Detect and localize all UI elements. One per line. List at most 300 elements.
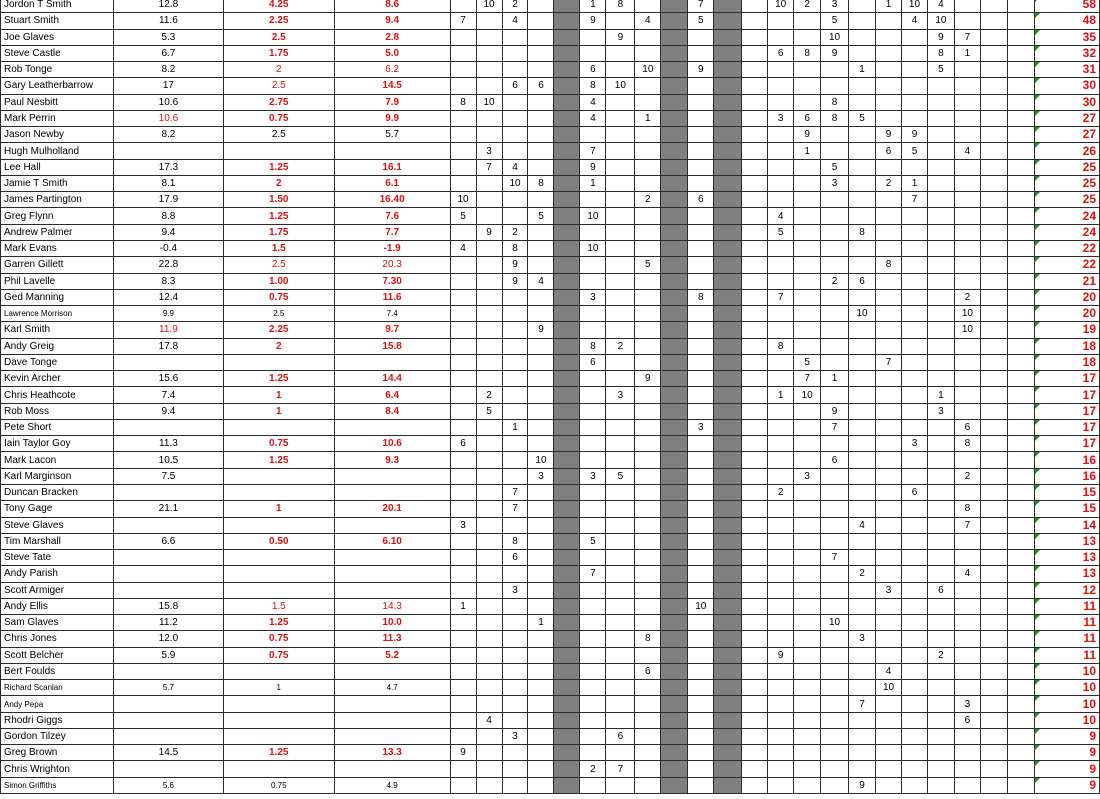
points-cell[interactable]: 7 [954, 29, 980, 45]
points-cell[interactable] [742, 728, 768, 744]
points-cell[interactable] [1007, 192, 1034, 208]
points-cell[interactable] [980, 127, 1007, 143]
points-cell[interactable] [580, 192, 606, 208]
points-cell[interactable] [688, 127, 714, 143]
blank-grey-cell[interactable] [661, 517, 688, 533]
points-cell[interactable] [876, 468, 902, 484]
points-cell[interactable] [980, 598, 1007, 614]
total-points-cell[interactable]: 31 [1034, 62, 1099, 78]
points-cell[interactable] [528, 598, 554, 614]
total-points-cell[interactable]: 11 [1034, 615, 1099, 631]
points-cell[interactable]: 8 [606, 0, 635, 13]
points-cell[interactable]: 1 [794, 143, 821, 159]
total-points-cell[interactable]: 30 [1034, 78, 1099, 94]
points-cell[interactable] [635, 647, 661, 663]
points-cell[interactable]: 6 [580, 354, 606, 370]
player-name-cell[interactable]: Karl Smith [1, 322, 114, 338]
handicap-cell[interactable]: 9.4 [113, 224, 223, 240]
points-cell[interactable] [821, 322, 849, 338]
points-cell[interactable] [980, 663, 1007, 679]
handicap-cell[interactable]: 17 [113, 78, 223, 94]
blank-grey-cell[interactable] [714, 419, 742, 435]
points-cell[interactable] [849, 501, 876, 517]
blank-grey-cell[interactable] [554, 127, 580, 143]
points-cell[interactable] [876, 501, 902, 517]
points-cell[interactable] [1007, 403, 1034, 419]
blank-grey-cell[interactable] [661, 192, 688, 208]
blank-grey-cell[interactable] [714, 143, 742, 159]
points-cell[interactable] [876, 29, 902, 45]
points-cell[interactable] [768, 582, 794, 598]
handicap-cell[interactable] [113, 517, 223, 533]
points-cell[interactable] [927, 78, 954, 94]
player-name-cell[interactable]: Duncan Bracken [1, 484, 114, 500]
points-cell[interactable] [635, 501, 661, 517]
points-cell[interactable] [450, 452, 476, 468]
points-cell[interactable] [901, 582, 927, 598]
points-cell[interactable]: 9 [502, 273, 528, 289]
blank-grey-cell[interactable] [714, 696, 742, 712]
points-cell[interactable] [794, 484, 821, 500]
handicap-cell[interactable]: 8.8 [113, 208, 223, 224]
cut-cell[interactable] [223, 484, 334, 500]
points-cell[interactable] [580, 598, 606, 614]
points-cell[interactable] [450, 306, 476, 322]
player-name-cell[interactable]: Bert Foulds [1, 663, 114, 679]
player-name-cell[interactable]: Chris Wrighton [1, 761, 114, 777]
cut-cell[interactable]: 1.25 [223, 371, 334, 387]
points-cell[interactable] [980, 110, 1007, 126]
points-cell[interactable] [450, 159, 476, 175]
points-cell[interactable] [927, 257, 954, 273]
points-cell[interactable] [688, 94, 714, 110]
points-cell[interactable]: 4 [927, 0, 954, 13]
points-cell[interactable]: 10 [849, 306, 876, 322]
points-cell[interactable] [901, 566, 927, 582]
points-cell[interactable] [768, 501, 794, 517]
points-cell[interactable] [954, 663, 980, 679]
points-cell[interactable]: 9 [821, 403, 849, 419]
points-cell[interactable] [954, 371, 980, 387]
blank-grey-cell[interactable] [554, 257, 580, 273]
handicap-cell[interactable]: 22.8 [113, 257, 223, 273]
points-cell[interactable]: 6 [688, 192, 714, 208]
blank-grey-cell[interactable] [714, 745, 742, 761]
points-cell[interactable] [901, 208, 927, 224]
points-cell[interactable] [450, 273, 476, 289]
points-cell[interactable] [821, 663, 849, 679]
points-cell[interactable] [821, 62, 849, 78]
points-cell[interactable]: 1 [580, 0, 606, 13]
new-handicap-cell[interactable]: 7.7 [334, 224, 450, 240]
points-cell[interactable] [768, 192, 794, 208]
points-cell[interactable] [502, 436, 528, 452]
blank-grey-cell[interactable] [661, 289, 688, 305]
total-points-cell[interactable]: 9 [1034, 728, 1099, 744]
points-cell[interactable]: 5 [821, 159, 849, 175]
points-cell[interactable] [635, 550, 661, 566]
points-cell[interactable] [502, 127, 528, 143]
handicap-cell[interactable]: 11.9 [113, 322, 223, 338]
points-cell[interactable] [502, 517, 528, 533]
points-cell[interactable]: 3 [794, 468, 821, 484]
points-cell[interactable]: 4 [502, 159, 528, 175]
points-cell[interactable]: 10 [768, 0, 794, 13]
points-cell[interactable] [768, 680, 794, 696]
points-cell[interactable]: 6 [635, 663, 661, 679]
points-cell[interactable] [606, 582, 635, 598]
blank-grey-cell[interactable] [661, 240, 688, 256]
points-cell[interactable] [688, 240, 714, 256]
blank-grey-cell[interactable] [714, 387, 742, 403]
points-cell[interactable] [580, 550, 606, 566]
points-cell[interactable]: 8 [502, 533, 528, 549]
points-cell[interactable] [502, 615, 528, 631]
points-cell[interactable] [927, 338, 954, 354]
points-cell[interactable] [635, 159, 661, 175]
points-cell[interactable] [1007, 631, 1034, 647]
points-cell[interactable] [954, 615, 980, 631]
total-points-cell[interactable]: 18 [1034, 338, 1099, 354]
points-cell[interactable] [876, 436, 902, 452]
points-cell[interactable] [635, 338, 661, 354]
points-cell[interactable] [502, 371, 528, 387]
points-cell[interactable]: 8 [794, 45, 821, 61]
points-cell[interactable] [476, 582, 502, 598]
points-cell[interactable] [688, 647, 714, 663]
points-cell[interactable] [849, 403, 876, 419]
points-cell[interactable] [606, 192, 635, 208]
points-cell[interactable]: 3 [821, 175, 849, 191]
points-cell[interactable] [876, 403, 902, 419]
new-handicap-cell[interactable] [334, 484, 450, 500]
cut-cell[interactable] [223, 582, 334, 598]
points-cell[interactable]: 7 [450, 13, 476, 29]
points-cell[interactable] [954, 761, 980, 777]
points-cell[interactable] [768, 533, 794, 549]
blank-grey-cell[interactable] [714, 582, 742, 598]
points-cell[interactable] [849, 0, 876, 13]
points-cell[interactable]: 10 [901, 0, 927, 13]
points-cell[interactable] [476, 501, 502, 517]
points-cell[interactable] [742, 777, 768, 793]
points-cell[interactable]: 8 [821, 94, 849, 110]
points-cell[interactable] [794, 273, 821, 289]
points-cell[interactable] [954, 240, 980, 256]
points-cell[interactable] [794, 582, 821, 598]
player-name-cell[interactable]: Jason Newby [1, 127, 114, 143]
blank-grey-cell[interactable] [661, 371, 688, 387]
points-cell[interactable] [821, 143, 849, 159]
total-points-cell[interactable]: 14 [1034, 517, 1099, 533]
new-handicap-cell[interactable]: 15.8 [334, 338, 450, 354]
points-cell[interactable] [688, 387, 714, 403]
points-cell[interactable] [528, 647, 554, 663]
total-points-cell[interactable]: 11 [1034, 631, 1099, 647]
blank-grey-cell[interactable] [554, 224, 580, 240]
points-cell[interactable] [768, 143, 794, 159]
points-cell[interactable] [528, 777, 554, 793]
total-points-cell[interactable]: 30 [1034, 94, 1099, 110]
player-name-cell[interactable]: Scott Belcher [1, 647, 114, 663]
points-cell[interactable] [635, 29, 661, 45]
points-cell[interactable] [980, 403, 1007, 419]
cut-cell[interactable] [223, 761, 334, 777]
points-cell[interactable] [876, 273, 902, 289]
points-cell[interactable] [876, 62, 902, 78]
points-cell[interactable]: 10 [794, 387, 821, 403]
points-cell[interactable] [742, 566, 768, 582]
points-cell[interactable] [980, 273, 1007, 289]
points-cell[interactable] [821, 647, 849, 663]
points-cell[interactable] [901, 159, 927, 175]
points-cell[interactable] [1007, 208, 1034, 224]
blank-grey-cell[interactable] [714, 452, 742, 468]
points-cell[interactable] [901, 306, 927, 322]
points-cell[interactable]: 7 [688, 0, 714, 13]
points-cell[interactable] [688, 615, 714, 631]
points-cell[interactable] [927, 175, 954, 191]
points-cell[interactable] [476, 517, 502, 533]
blank-grey-cell[interactable] [714, 566, 742, 582]
points-cell[interactable] [849, 550, 876, 566]
points-cell[interactable] [794, 696, 821, 712]
points-cell[interactable] [606, 224, 635, 240]
total-points-cell[interactable]: 11 [1034, 598, 1099, 614]
points-cell[interactable] [688, 517, 714, 533]
points-cell[interactable] [794, 615, 821, 631]
points-cell[interactable]: 5 [580, 533, 606, 549]
points-cell[interactable] [849, 354, 876, 370]
points-cell[interactable] [794, 550, 821, 566]
cut-cell[interactable]: 2.25 [223, 13, 334, 29]
points-cell[interactable] [876, 761, 902, 777]
blank-grey-cell[interactable] [714, 45, 742, 61]
points-cell[interactable] [901, 745, 927, 761]
blank-grey-cell[interactable] [661, 631, 688, 647]
points-cell[interactable]: 5 [768, 224, 794, 240]
cut-cell[interactable]: 1.75 [223, 224, 334, 240]
player-name-cell[interactable]: Hugh Mulholland [1, 143, 114, 159]
points-cell[interactable] [606, 452, 635, 468]
blank-grey-cell[interactable] [714, 647, 742, 663]
player-name-cell[interactable]: Rob Moss [1, 403, 114, 419]
total-points-cell[interactable]: 13 [1034, 550, 1099, 566]
points-cell[interactable] [821, 224, 849, 240]
cut-cell[interactable]: 2 [223, 175, 334, 191]
points-cell[interactable] [980, 777, 1007, 793]
blank-grey-cell[interactable] [714, 62, 742, 78]
blank-grey-cell[interactable] [554, 517, 580, 533]
points-cell[interactable] [876, 533, 902, 549]
points-cell[interactable] [742, 582, 768, 598]
points-cell[interactable] [580, 517, 606, 533]
points-cell[interactable] [528, 289, 554, 305]
points-cell[interactable] [1007, 598, 1034, 614]
points-cell[interactable] [768, 419, 794, 435]
blank-grey-cell[interactable] [554, 240, 580, 256]
points-cell[interactable] [476, 436, 502, 452]
handicap-cell[interactable]: 12.4 [113, 289, 223, 305]
points-cell[interactable] [688, 45, 714, 61]
points-cell[interactable] [849, 78, 876, 94]
points-cell[interactable] [580, 582, 606, 598]
points-cell[interactable] [954, 192, 980, 208]
points-cell[interactable] [476, 452, 502, 468]
points-cell[interactable] [450, 533, 476, 549]
blank-grey-cell[interactable] [714, 94, 742, 110]
points-cell[interactable] [980, 338, 1007, 354]
points-cell[interactable] [849, 484, 876, 500]
points-cell[interactable]: 3 [876, 582, 902, 598]
points-cell[interactable] [980, 680, 1007, 696]
cut-cell[interactable]: 1.5 [223, 598, 334, 614]
points-cell[interactable] [742, 78, 768, 94]
total-points-cell[interactable]: 27 [1034, 110, 1099, 126]
points-cell[interactable]: 9 [580, 159, 606, 175]
points-cell[interactable] [849, 533, 876, 549]
points-cell[interactable] [688, 159, 714, 175]
points-cell[interactable] [450, 387, 476, 403]
points-cell[interactable] [927, 159, 954, 175]
points-cell[interactable] [927, 663, 954, 679]
points-cell[interactable] [794, 29, 821, 45]
handicap-cell[interactable]: 17.8 [113, 338, 223, 354]
blank-grey-cell[interactable] [714, 680, 742, 696]
points-cell[interactable]: 1 [635, 110, 661, 126]
points-cell[interactable] [528, 484, 554, 500]
points-cell[interactable]: 6 [450, 436, 476, 452]
points-cell[interactable] [476, 777, 502, 793]
points-cell[interactable] [450, 419, 476, 435]
points-cell[interactable] [688, 533, 714, 549]
points-cell[interactable] [849, 240, 876, 256]
points-cell[interactable] [580, 712, 606, 728]
blank-grey-cell[interactable] [661, 387, 688, 403]
points-cell[interactable] [688, 403, 714, 419]
points-cell[interactable] [635, 0, 661, 13]
points-cell[interactable] [476, 273, 502, 289]
points-cell[interactable] [901, 517, 927, 533]
points-cell[interactable] [742, 452, 768, 468]
blank-grey-cell[interactable] [554, 566, 580, 582]
handicap-cell[interactable]: 12.0 [113, 631, 223, 647]
points-cell[interactable]: 7 [580, 566, 606, 582]
points-cell[interactable] [580, 403, 606, 419]
points-cell[interactable] [1007, 566, 1034, 582]
points-cell[interactable] [528, 127, 554, 143]
new-handicap-cell[interactable] [334, 419, 450, 435]
points-cell[interactable]: 2 [476, 387, 502, 403]
points-cell[interactable] [927, 306, 954, 322]
player-name-cell[interactable]: Tony Gage [1, 501, 114, 517]
cut-cell[interactable]: 2.25 [223, 322, 334, 338]
points-cell[interactable] [876, 566, 902, 582]
points-cell[interactable] [849, 728, 876, 744]
points-cell[interactable] [688, 550, 714, 566]
points-cell[interactable] [580, 306, 606, 322]
total-points-cell[interactable]: 10 [1034, 696, 1099, 712]
points-cell[interactable] [476, 728, 502, 744]
blank-grey-cell[interactable] [661, 419, 688, 435]
points-cell[interactable] [768, 29, 794, 45]
points-cell[interactable] [528, 371, 554, 387]
points-cell[interactable]: 10 [954, 322, 980, 338]
points-cell[interactable] [742, 338, 768, 354]
cut-cell[interactable]: 2.5 [223, 78, 334, 94]
points-cell[interactable] [606, 680, 635, 696]
points-cell[interactable] [1007, 322, 1034, 338]
points-cell[interactable] [849, 761, 876, 777]
points-cell[interactable]: 3 [768, 110, 794, 126]
points-cell[interactable] [580, 501, 606, 517]
blank-grey-cell[interactable] [554, 306, 580, 322]
points-cell[interactable] [450, 354, 476, 370]
points-cell[interactable] [476, 62, 502, 78]
points-cell[interactable] [606, 45, 635, 61]
new-handicap-cell[interactable]: 14.4 [334, 371, 450, 387]
points-cell[interactable] [688, 631, 714, 647]
points-cell[interactable] [688, 761, 714, 777]
points-cell[interactable] [849, 159, 876, 175]
new-handicap-cell[interactable]: 9.4 [334, 13, 450, 29]
points-cell[interactable] [580, 45, 606, 61]
total-points-cell[interactable]: 17 [1034, 419, 1099, 435]
blank-grey-cell[interactable] [661, 598, 688, 614]
points-cell[interactable] [450, 78, 476, 94]
points-cell[interactable]: 7 [821, 550, 849, 566]
player-name-cell[interactable]: Dave Tonge [1, 354, 114, 370]
total-points-cell[interactable]: 18 [1034, 354, 1099, 370]
points-cell[interactable]: 1 [954, 45, 980, 61]
points-cell[interactable]: 7 [476, 159, 502, 175]
points-cell[interactable] [794, 663, 821, 679]
points-cell[interactable] [606, 13, 635, 29]
blank-grey-cell[interactable] [714, 78, 742, 94]
cut-cell[interactable] [223, 696, 334, 712]
points-cell[interactable]: 4 [580, 110, 606, 126]
points-cell[interactable]: 9 [768, 647, 794, 663]
total-points-cell[interactable]: 16 [1034, 452, 1099, 468]
points-cell[interactable] [580, 745, 606, 761]
new-handicap-cell[interactable]: 10.6 [334, 436, 450, 452]
points-cell[interactable] [1007, 338, 1034, 354]
player-name-cell[interactable]: Paul Nesbitt [1, 94, 114, 110]
points-cell[interactable] [606, 647, 635, 663]
points-cell[interactable] [980, 322, 1007, 338]
points-cell[interactable] [821, 387, 849, 403]
points-cell[interactable] [502, 680, 528, 696]
points-cell[interactable] [980, 257, 1007, 273]
blank-grey-cell[interactable] [661, 647, 688, 663]
cut-cell[interactable]: 2.5 [223, 29, 334, 45]
points-cell[interactable] [450, 550, 476, 566]
points-cell[interactable] [980, 533, 1007, 549]
blank-grey-cell[interactable] [554, 403, 580, 419]
points-cell[interactable] [476, 696, 502, 712]
points-cell[interactable] [688, 110, 714, 126]
points-cell[interactable] [901, 550, 927, 566]
points-cell[interactable] [794, 598, 821, 614]
blank-grey-cell[interactable] [714, 127, 742, 143]
blank-grey-cell[interactable] [714, 517, 742, 533]
points-cell[interactable]: 9 [450, 745, 476, 761]
points-cell[interactable] [954, 62, 980, 78]
points-cell[interactable] [688, 452, 714, 468]
points-cell[interactable]: 2 [954, 468, 980, 484]
points-cell[interactable] [901, 289, 927, 305]
points-cell[interactable] [742, 712, 768, 728]
